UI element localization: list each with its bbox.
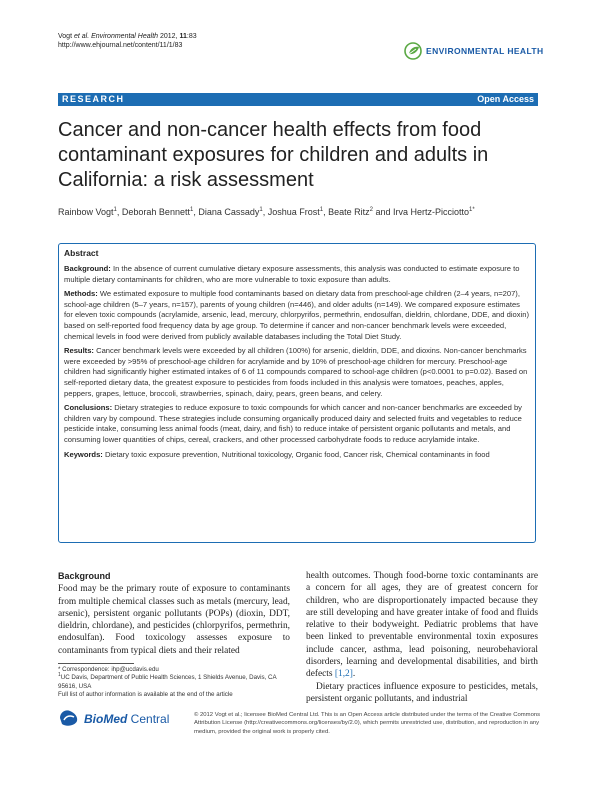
author: Irva Hertz-Picciotto$^{1*}$ [393,207,475,217]
journal-name: ENVIRONMENTAL HEALTH [426,46,544,56]
article-title: Cancer and non-cancer health effects from food contaminant exposures for children and adults in California: a risk assessment [58,119,489,191]
reference-link[interactable]: [1,2] [334,669,353,680]
abstract-results: Results: Cancer benchmark levels were exceeded by all children (100%) for arsenic, dieldrin, DDE, and dioxins. Non-cancer benchmarks were exceeded by >95% of preschool-age children for acrylamide and by 10% of preschool-age children for mercury. Preschool-age children had significantly higher estimated intakes of 6 of 11 compounds compared to school-age children (p<0.0001 to p=0.02). Based on self-reported dietary data, the greatest exposure to pesticides from foods included in this analysis were tomatoes, peaches, apples, peppers, grapes, lettuce, broccoli, strawberries, spinach, dairy, pears, green beans, and celery. [64,346,528,398]
author: Deborah Bennett$^1$ [121,207,194,217]
publisher-name: BioMed Central [84,712,170,726]
body-paragraph: health outcomes. Though food-borne toxic contaminants are a concern for all ages, they are of greatest concern for children, who are disproportionately impacted because they are still developing and have greater intake of food and fluids relative to their bodyweight. Pediatric problems that have been linked to preventable environmental toxin exposures include cancer, asthma, lead poisoning, neurobehavioral disorders, learning and developmental disabilities, and birth defects [1,2]. [306,571,538,680]
abstract-box [58,243,536,543]
body-left-column [58,570,290,657]
citation-journal: Environmental Health [91,33,159,40]
background-paragraph: Food may be the primary route of exposure to contaminants from multiple chemical classes such as metals (mercury, lead, arsenic), persistent organic pollutants (POPs) (dioxin, DDT, dieldrin, chlordane), and pesticides (chlorpyrifos, permethrin, endosulfan). Food toxicology assesses exposure to contaminants from typical diets and their related [58,584,290,656]
author-list: Rainbow Vogt$^1$, Deborah Bennett$^1$, Diana Cassady$^1$, Joshua Frost$^1$, Beate Ritz$^2$ and Irva Hertz-Picciotto$^{1*}$ [58,207,475,217]
correspondence-note: * Correspondence: ihp@ucdavis.edu [58,666,159,673]
background-heading: Background [58,571,111,581]
abstract-heading: Abstract [64,248,99,258]
section-label: RESEARCH [62,94,125,104]
author: Beate Ritz$^2$ [328,207,373,217]
citation-url[interactable]: http://www.ehjournal.net/content/11/1/83 [58,42,183,49]
footnote-divider [58,663,134,664]
biomed-central-icon [58,708,80,728]
body-right-column [306,570,538,705]
footnotes [58,666,290,700]
publisher-logo [58,708,168,730]
abstract-methods: Methods: We estimated exposure to multiple food contaminants based on dietary data from preschool-age children (2–4 years, n=207), school-age children (5–7 years, n=157), parents of young children (n=446), and older adults (n=149). We compared exposure estimates for eleven toxic compounds (acrylamide, arsenic, lead, mercury, chlorpyrifos, permethrin, endosulfan, dieldrin, chlordane, DDE, and dioxin) based on self-reported food frequency data by age group. To determine if cancer and non-cancer benchmark levels were exceeded, chemical levels in food were derived from publicly available databases including the Total Diet Study. [64,289,529,341]
abstract-conclusions: Conclusions: Dietary strategies to reduce exposure to toxic compounds for which cancer and non-cancer benchmarks are exceeded by children vary by compound. These strategies include consuming organically produced dairy and selected fruits and vegetables to reduce pesticide intake, consuming less animal foods (meat, dairy, and fish) to reduce intake of persistent organic pollutants and metals, and consuming lower quantities of chips, cereal, crackers, and other processed carbohydrate foods to reduce acrylamide intake. [64,403,522,444]
author: Rainbow Vogt$^1$ [58,207,117,217]
citation-year: 2012, [158,33,180,40]
author: Diana Cassady$^1$ [198,207,263,217]
environmental-health-leaf-icon [404,42,424,60]
abstract-keywords: Keywords: Dietary toxic exposure prevention, Nutritional toxicology, Organic food, Cancer risk, Chemical contaminants in food [64,449,490,459]
author-info-note: Full list of author information is available at the end of the article [58,691,233,699]
section-banner [58,93,538,106]
open-access-label: Open Access [477,94,534,104]
citation-volume: 11 [179,33,187,40]
body-paragraph: Dietary practices influence exposure to pesticides, metals, persistent organic pollutants, and industrial [306,681,538,704]
affiliation-note: $^1$UC Davis, Department of Public Health Sciences, 1 Shields Avenue, Davis, CA 95616, USA [58,672,277,690]
abstract-background: Background: In the absence of current cumulative dietary exposure assessments, this analysis was conducted to estimate exposure to multiple dietary contaminants for children, who are more vulnerable to toxic exposure than adults. [64,264,520,284]
license-text: © 2012 Vogt et al.; licensee BioMed Central Ltd. This is an Open Access article distributed under the terms of the Creative Commons Attribution License (http://creativecommons.org/licenses/by/2.0), which permits unrestricted use, distribution, and reproduction in any medium, provided the original work is properly cited. [194,712,541,735]
article-citation [58,32,197,50]
citation-authors: Vogt [58,33,73,40]
journal-logo [404,40,554,62]
citation-etal: et al. [73,33,90,40]
author: Joshua Frost$^1$ [267,207,324,217]
citation-article-no: :83 [186,33,197,40]
